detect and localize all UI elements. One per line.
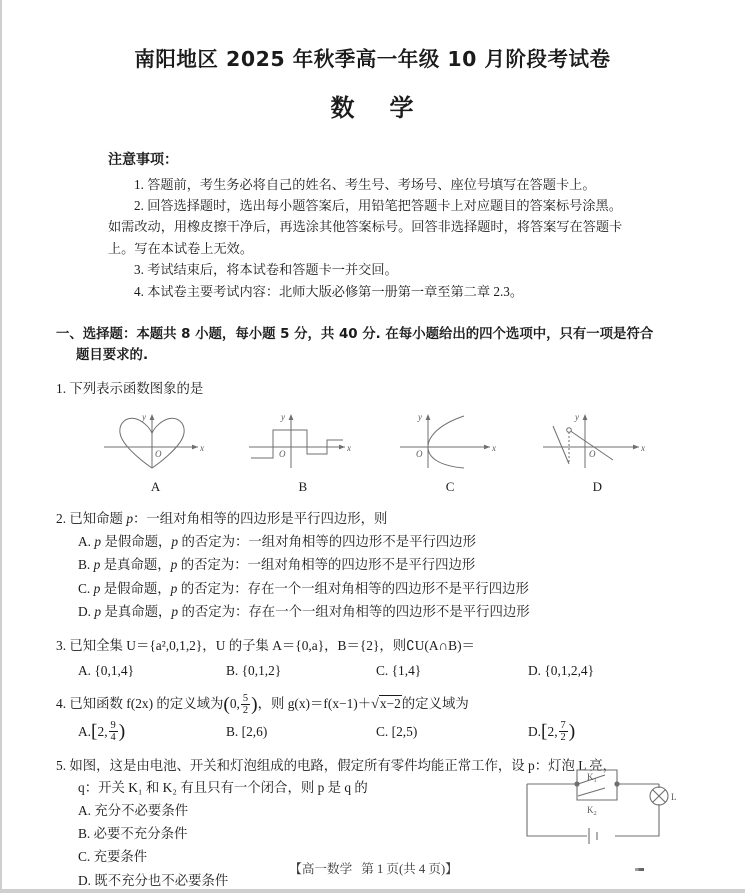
option-c-text1: 是假命题， <box>100 580 171 596</box>
option-d[interactable] <box>78 600 689 623</box>
figure-option-c[interactable] <box>377 406 524 498</box>
footer-page-number: 第 1 页(共 4 页) <box>361 862 446 876</box>
subject-char-left: 数 <box>330 94 356 122</box>
figure-option-a[interactable] <box>82 406 229 498</box>
option-b-var1: p <box>93 557 101 573</box>
question-4-stem-c: 的定义域为 <box>401 696 469 712</box>
svg-text:y: y <box>418 411 423 422</box>
option-b[interactable]: B. 必要不充分条件 <box>78 826 188 842</box>
notes-title: 注意事项： <box>108 152 178 168</box>
question-5-stem-line1: 5. 如图，这是由电池、开关和灯泡组成的电路，假定所有零件均能正常工作，设 p：灯泡 L 亮， <box>56 758 617 774</box>
question-4 <box>56 693 689 744</box>
option-d-text2: 的否定为：存在一个一组对角相等的四边形不是平行四边形 <box>178 604 530 620</box>
radicand: x−2 <box>379 696 401 712</box>
notes-block <box>56 149 689 302</box>
option-a-text2: 的否定为：一组对角相等的四边形不是平行四边形 <box>178 533 477 549</box>
option-d-var2: p <box>171 604 179 620</box>
footer-bracket-open: 【 <box>289 862 302 876</box>
figure-label-d: D <box>592 479 603 495</box>
question-1 <box>56 378 689 497</box>
junction-node-left <box>574 781 579 786</box>
page-footer <box>2 858 745 877</box>
question-2-stem <box>56 508 689 530</box>
question-4-stem-a: 4. 已知函数 f(2x) 的定义域为 <box>56 696 224 712</box>
question-2 <box>56 508 689 624</box>
question-3-options <box>56 660 689 682</box>
svg-text:O: O <box>278 448 286 459</box>
fraction-denominator: 2 <box>560 732 566 744</box>
step-function-graph <box>243 406 363 472</box>
junction-node-right <box>614 781 619 786</box>
option-d-var1: p <box>94 604 102 620</box>
option-a-open-bracket: [ <box>91 721 98 743</box>
option-d-tag: D. <box>78 604 92 620</box>
option-a-tag: A. <box>78 723 92 739</box>
fraction-denominator: 2 <box>242 704 249 716</box>
option-a[interactable] <box>78 530 689 553</box>
svg-text:x: x <box>346 442 351 453</box>
fraction-five-halves <box>241 693 250 716</box>
question-3 <box>56 635 689 682</box>
question-2-stem-post: ：一组对角相等的四边形是平行四边形，则 <box>133 511 388 527</box>
option-c-tag: C. <box>78 580 91 596</box>
fraction-numerator: 5 <box>242 692 249 704</box>
option-c-var2: p <box>170 580 178 596</box>
option-b[interactable] <box>78 553 689 576</box>
fraction-numerator: 9 <box>110 720 116 732</box>
option-c[interactable] <box>78 577 689 600</box>
scan-corner-mark <box>635 868 644 871</box>
subject-heading <box>56 88 689 123</box>
option-a-tag: A. <box>78 533 92 549</box>
circuit-diagram <box>519 766 689 853</box>
lamp-symbol <box>650 787 668 805</box>
subject-char-right: 学 <box>389 94 415 122</box>
option-c[interactable]: C. [2,5) <box>376 723 418 739</box>
figure-option-d[interactable] <box>524 406 671 498</box>
interval-open-paren: ( <box>223 693 230 715</box>
fraction-numerator: 7 <box>560 720 566 732</box>
option-d[interactable]: D. {0,1,2,4} <box>528 663 595 679</box>
note-item-3: 3. 考试结束后，将本试卷和答题卡一并交回。 <box>134 262 398 278</box>
question-3-stem: 3. 已知全集 U＝{a²,0,1,2}，U 的子集 A＝{0,a}，B＝{2}，则∁U(A∩B)＝ <box>56 637 475 653</box>
footer-subject: 高一数学 <box>301 862 353 876</box>
sideways-parabola-graph <box>390 406 510 472</box>
option-a-text1: 是假命题， <box>101 533 172 549</box>
figure-option-b[interactable] <box>229 406 376 498</box>
question-4-stem-b: ，则 g(x)＝f(x−1)＋ <box>257 696 372 712</box>
svg-text:x: x <box>492 442 497 453</box>
figure-label-c: C <box>445 479 455 495</box>
question-4-stem <box>56 693 689 717</box>
circuit-schematic <box>519 766 689 848</box>
option-d[interactable] <box>528 721 575 745</box>
note-item-2: 2. 回答选择题时，选出每小题答案后，用铅笔把答题卡上对应题目的答案标号涂黑。如需改动，用橡皮擦干净后，再选涂其他答案标号。回答非选择题时，将答案写在答题卡上。写在本试卷上无效。 <box>108 198 623 256</box>
section-heading-line2: 题目要求的. <box>76 348 149 364</box>
square-root-expression <box>371 696 402 711</box>
section-heading <box>56 324 689 367</box>
question-2-var: p <box>126 511 134 527</box>
option-a-lower: 2, <box>97 723 108 739</box>
option-b[interactable]: B. [2,6) <box>226 723 268 739</box>
svg-text:O: O <box>154 448 162 459</box>
option-b-text2: 的否定为：一组对角相等的四边形不是平行四边形 <box>177 557 476 573</box>
figure-label-a: A <box>150 479 161 495</box>
page-bottom-edge <box>2 889 745 893</box>
option-b-text1: 是真命题， <box>100 557 171 573</box>
page-title: 南阳地区 2025 年秋季高一年级 10 月阶段考试卷 <box>134 47 611 71</box>
section-heading-line1: 一、选择题：本题共 8 小题，每小题 5 分，共 40 分. 在每小题给出的四个选项中，只有一项是符合 <box>56 326 654 342</box>
note-item-1: 1. 答题前，考生务必将自己的姓名、考生号、考场号、座位号填写在答题卡上。 <box>134 176 596 192</box>
interval-close-paren: ) <box>251 693 258 715</box>
option-a[interactable]: A. {0,1,4} <box>78 663 135 679</box>
question-1-figures <box>56 400 689 498</box>
option-c[interactable]: C. 充要条件 <box>78 849 148 865</box>
fraction-seven-halves <box>559 720 568 743</box>
question-2-options <box>56 530 689 624</box>
option-d[interactable]: D. 既不充分也不必要条件 <box>78 872 229 888</box>
option-d-text1: 是真命题， <box>101 604 172 620</box>
option-d-close-paren: ) <box>568 721 576 743</box>
svg-text:y: y <box>575 411 580 422</box>
svg-text:x: x <box>199 442 204 453</box>
option-a-var1: p <box>94 533 102 549</box>
note-item-4: 4. 本试卷主要考试内容：北师大版必修第一册第一章至第二章 2.3。 <box>134 283 524 299</box>
option-c-var1: p <box>93 580 101 596</box>
svg-text:y: y <box>280 411 285 422</box>
svg-text:O: O <box>589 448 596 459</box>
battery-symbol <box>589 828 597 844</box>
option-d-open-bracket: [ <box>541 721 548 743</box>
figure-label-b: B <box>298 479 308 495</box>
option-c[interactable]: C. {1,4} <box>376 663 422 679</box>
option-c-text2: 的否定为：存在一个一组对角相等的四边形不是平行四边形 <box>177 580 529 596</box>
option-a-close-paren: ) <box>118 721 126 743</box>
switch-k1-label: $K_1$ <box>587 772 597 784</box>
question-4-options <box>56 721 689 745</box>
switch-k2-label: $K_2$ <box>587 805 597 817</box>
option-b[interactable]: B. {0,1,2} <box>226 663 282 679</box>
two-line-segments-graph <box>537 406 657 472</box>
option-a-var2: p <box>171 533 179 549</box>
option-a[interactable]: A. 充分不必要条件 <box>78 802 189 818</box>
heart-curve-graph <box>96 406 216 472</box>
question-2-stem-pre: 2. 已知命题 <box>56 511 127 527</box>
question-1-stem: 1. 下列表示函数图象的是 <box>56 380 204 396</box>
fraction-denominator: 4 <box>110 732 116 744</box>
lamp-label: L <box>671 792 677 802</box>
question-5-stem-line2: q：开关 K₁ 和 K₂ 有且只有一个闭合，则 p 是 q 的 <box>78 779 368 795</box>
svg-text:x: x <box>641 442 646 453</box>
fraction-nine-fourths <box>109 720 118 743</box>
option-a[interactable] <box>78 721 226 745</box>
interval-lower-bound: 0, <box>229 696 240 712</box>
option-b-var2: p <box>170 557 178 573</box>
footer-bracket-close: 】 <box>445 862 458 876</box>
svg-text:y: y <box>141 411 146 422</box>
option-d-tag: D. <box>528 723 542 739</box>
option-d-lower: 2, <box>547 723 558 739</box>
option-b-tag: B. <box>78 557 91 573</box>
svg-text:O: O <box>416 448 423 459</box>
radical-sign: √ <box>371 696 379 713</box>
